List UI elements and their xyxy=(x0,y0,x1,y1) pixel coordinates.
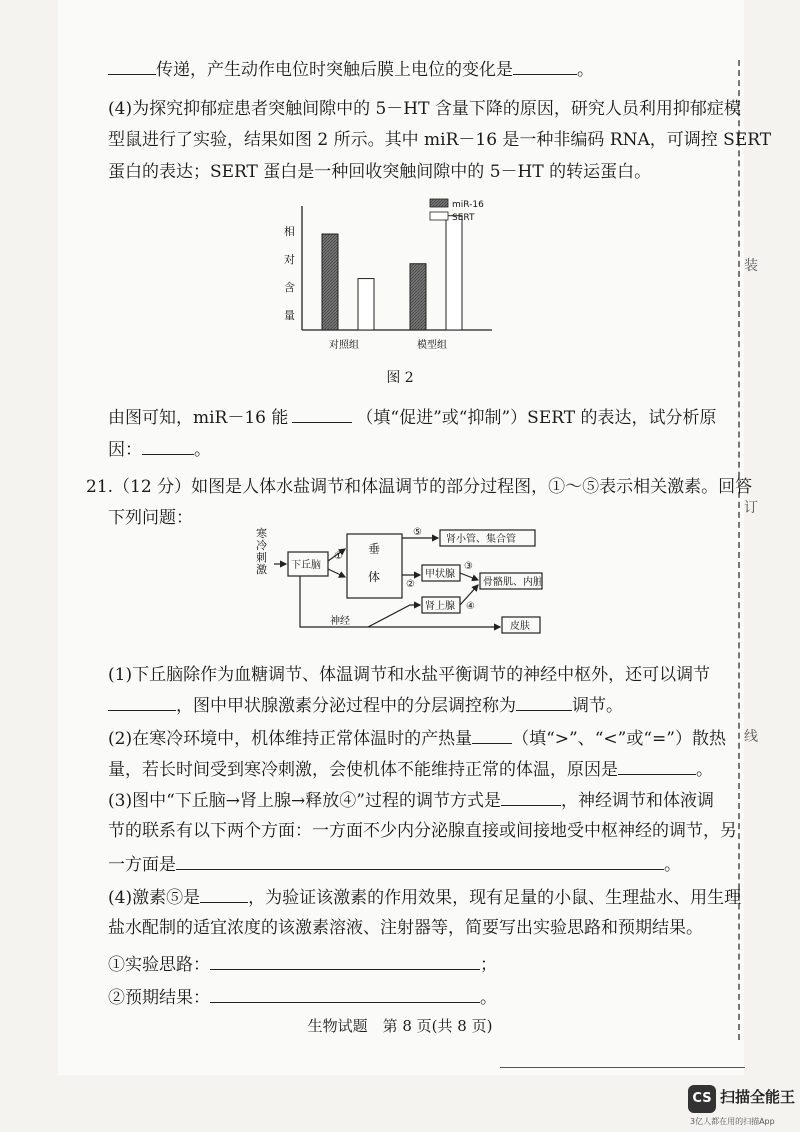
stimulus-char: 冷 xyxy=(256,539,267,552)
answer-blank[interactable] xyxy=(108,58,156,75)
hormone-3: ③ xyxy=(464,561,473,572)
pituitary-char: 垂 xyxy=(368,542,381,556)
pituitary-char: 体 xyxy=(368,570,381,584)
answer-blank[interactable] xyxy=(200,886,248,903)
x-tick-label: 对照组 xyxy=(329,340,359,351)
bar-chart xyxy=(270,195,510,360)
q21-s3-line2: 节的联系有以下两个方面：一方面不少内分泌腺直接或间接地受中枢神经的调节，另 xyxy=(108,821,737,841)
stimulus-char: 寒 xyxy=(256,527,267,540)
answer-blank[interactable] xyxy=(176,853,664,870)
camscanner-logo-icon: CS xyxy=(688,1085,716,1113)
answer-blank[interactable] xyxy=(513,58,577,75)
answer-blank[interactable] xyxy=(618,758,696,775)
y-axis-label-char: 对 xyxy=(284,253,295,266)
q20-question-line2: 因： 。 xyxy=(108,440,211,460)
q21-s2-line1: (2)在寒冷环境中，机体维持正常体温时的产热量 （填“>”、“<”或“=”）散热 xyxy=(108,729,726,749)
answer-blank[interactable] xyxy=(516,694,572,711)
bar-mir-16 xyxy=(410,264,426,330)
bar-sert xyxy=(358,279,374,330)
page-footer: 生物试题 第 8 页(共 8 页) xyxy=(307,1017,493,1035)
kidney-label: 肾小管、集合管 xyxy=(446,534,516,545)
q21-s1-line1: (1)下丘脑除作为血糖调节、体温调节和水盐平衡调节的神经中枢外，还可以调节 xyxy=(108,665,711,685)
stimulus-char: 刺 xyxy=(256,551,267,564)
answer-blank[interactable] xyxy=(210,953,480,970)
q20-line1: 传递，产生动作电位时突触后膜上电位的变化是 。 xyxy=(108,58,594,81)
q20-part4-line2: 型鼠进行了实验，结果如图 2 所示。其中 miR－16 是一种非编码 RNA，可调控 SERT xyxy=(108,130,772,150)
muscle-label: 骨骼肌、内脏 xyxy=(483,577,543,588)
q21-s4-idea: ①实验思路： ； xyxy=(108,955,497,975)
regulation-diagram xyxy=(250,525,550,640)
y-axis-label-char: 含 xyxy=(284,281,295,294)
binding-char: 线 xyxy=(744,729,758,745)
bar-sert xyxy=(446,216,462,330)
nerve-label: 神经 xyxy=(330,616,350,627)
adrenal-label: 肾上腺 xyxy=(425,601,455,612)
q21-heading-2: 下列问题： xyxy=(108,508,193,528)
q21-s4-line2: 盐水配制的适宜浓度的该激素溶液、注射器等，简要写出实验思路和预期结果。 xyxy=(108,918,703,938)
legend-label: SERT xyxy=(452,213,475,223)
hormone-1: ① xyxy=(334,551,343,562)
q20-part4-line3: 蛋白的表达；SERT 蛋白是一种回收突触间隙中的 5－HT 的转运蛋白。 xyxy=(108,162,652,182)
x-tick-label: 模型组 xyxy=(417,340,447,351)
hormone-4: ④ xyxy=(466,601,475,612)
q21-s2-line2: 量，若长时间受到寒冷刺激，会使机体不能维持正常的体温，原因是 。 xyxy=(108,760,713,780)
hormone-5: ⑤ xyxy=(413,527,422,538)
answer-blank[interactable] xyxy=(108,694,176,711)
bottom-rule xyxy=(500,1067,745,1068)
answer-blank[interactable] xyxy=(210,986,480,1003)
y-axis-label-char: 相 xyxy=(284,225,295,238)
q21-s3-line1: (3)图中“下丘脑→肾上腺→释放④”过程的调节方式是 ，神经调节和体液调 xyxy=(108,791,714,811)
binding-char: 装 xyxy=(744,258,758,274)
q20-question-line1: 由图可知，miR－16 能 （填“促进”或“抑制”）SERT 的表达，试分析原 xyxy=(108,408,717,428)
legend-swatch xyxy=(430,212,448,220)
q21-s4-line1: (4)激素⑤是 ，为验证该激素的作用效果，现有足量的小鼠、生理盐水、用生理 xyxy=(108,888,742,908)
y-axis-label-char: 量 xyxy=(284,309,295,322)
hormone-2: ② xyxy=(406,579,415,590)
q20-part4-line1: (4)为探究抑郁症患者突触间隙中的 5－HT 含量下降的原因，研究人员利用抑郁症模 xyxy=(108,99,741,119)
q21-s1-line2: ，图中甲状腺激素分泌过程中的分层调控称为 调节。 xyxy=(108,694,623,717)
answer-blank[interactable] xyxy=(472,727,512,744)
figure-caption: 图 2 xyxy=(386,370,414,386)
camscanner-title: 扫描全能王 xyxy=(720,1088,796,1106)
q21-heading: 21.（12 分）如图是人体水盐调节和体温调节的部分过程图，①～⑤表示相关激素。回答 xyxy=(86,477,753,497)
stimulus-char: 激 xyxy=(256,563,267,576)
legend-swatch xyxy=(430,199,448,207)
thyroid-label: 甲状腺 xyxy=(425,569,455,580)
q21-s4-result: ②预期结果： 。 xyxy=(108,988,497,1008)
hypothalamus-label: 下丘脑 xyxy=(291,560,321,571)
bar-mir-16 xyxy=(322,234,338,330)
answer-blank[interactable] xyxy=(292,406,352,423)
answer-blank[interactable] xyxy=(501,789,561,806)
binding-char: 订 xyxy=(744,500,758,516)
camscanner-subtitle: 3亿人都在用的扫描App xyxy=(690,1117,775,1126)
q21-s3-line3: 一方面是 。 xyxy=(108,855,681,875)
legend-label: miR-16 xyxy=(452,200,484,210)
answer-blank[interactable] xyxy=(142,438,194,455)
skin-label: 皮肤 xyxy=(510,621,530,632)
